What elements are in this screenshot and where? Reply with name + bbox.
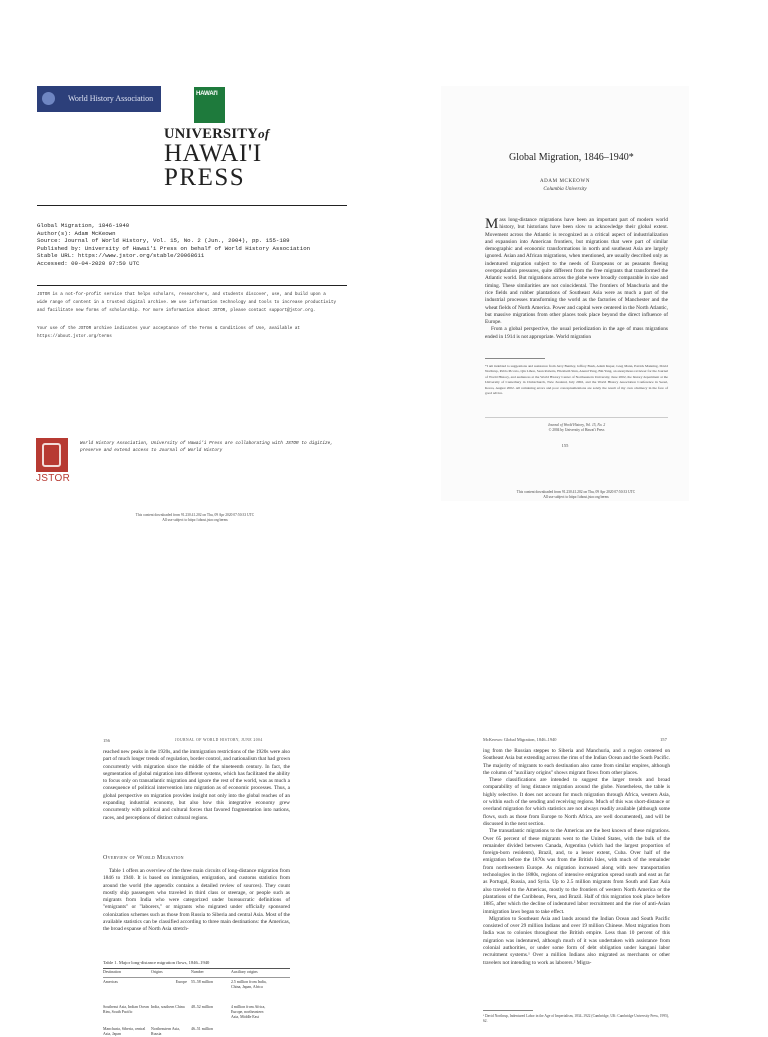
table-cell — [231, 1027, 290, 1037]
table-row — [103, 1027, 290, 1037]
globe-icon — [42, 92, 55, 105]
table-cell: 4 million from Africa, Europe, northeastern Asia, Middle East — [231, 1005, 266, 1019]
p157-footnote-rule — [483, 1010, 533, 1011]
article-author: ADAM MCKEOWN — [539, 179, 591, 184]
p156-section-heading: Overview of World Migration — [103, 855, 184, 861]
journal-info-line1: Journal of World History, Vol. 15, No. 2 — [547, 423, 606, 427]
wha-logo — [37, 86, 161, 112]
article-title: Global Migration, 1846–1940* — [509, 152, 634, 163]
title-footnote: *I am indebted to suggestions and assistance from Jerry Bentley, Jeffrey Bush, Adam Kuper, Greg Mann, Patrick Manning, David Northrup, Pablo Piccato, Qin Lihon, Sean Roberts, Elizabeth Sinn, Anand Yang, Bin Yang, an anonymous reviewer for the Journal of World History, and audiences at the World History Center of Northeastern University, June 2002, the history department at the University of Canterbury in Christchurch, New Zealand, July 2002, and the World History Association Conference in Seoul, Korea, August 2002. All remaining errors and poor conceptualizations are solely the result of my own obstinacy in the face of good advice. — [485, 364, 668, 396]
table1 — [103, 970, 290, 1037]
table1-header-origins: Origins — [151, 970, 163, 974]
table1-header-number: Number — [191, 970, 204, 974]
wha-logo-text: World History Association — [68, 94, 154, 103]
uhp-line1: UNIVERSITY — [164, 126, 259, 142]
table1-header-row — [103, 970, 290, 977]
page-156 — [85, 726, 310, 1036]
table-cell: 2.5 million from India, China, Japan, Africa — [231, 980, 267, 989]
cite-publisher: Published by: University of Hawai'i Press on behalf of World History Association — [37, 244, 311, 252]
article-affiliation: Columbia University — [543, 186, 587, 192]
terms-text[interactable]: Your use of the JSTOR archive indicates your acceptance of the Terms & Conditions of Use, available at https://about.jstor.org/terms — [37, 326, 301, 339]
table-cell: 48–52 million — [191, 1005, 213, 1009]
opening-body: ass long-distance migrations have been an important part of modern world history, but historians have been slow to acknowledge their global extent. Movement across the Atlantic is recognized as a critical aspect of industrialization and expansion into American frontiers, but migrations that were part of similar demographic and economic transformations in north and southeast Asia are largely ignored. Asian and African migrations, when mentioned, are usually described only as indentured migration subject to the needs of Europeans or as peasants fleeing overpopulation pressures, quite different from the free migrants that transformed the Atlantic world. But migrations across the globe were broadly comparable in size and timing. These similarities are not coincidental. The frontiers of Manchuria and the rice fields and rubber plantations of Southeast Asia were as much a part of the industrial processes transforming the world as the factories of Manchester and the wheat fields of North America. Power and capital were centered in the North Atlantic, but massive migrations from other places took place beyond the direct influence of Europe. — [485, 217, 668, 326]
table1-top-rule — [103, 968, 290, 969]
cite-author: Author(s): Adam McKeown — [37, 229, 116, 237]
table-row — [103, 980, 290, 1005]
cite-accessed: Accessed: 09-04-2020 07:50 UTC — [37, 259, 140, 267]
p156-paragraph1: reached new peaks in the 1920s, and the immigration restrictions of the 1920s were also part of much longer trends of regulation, border control, and nationalism that had grown concurrently with migration since the middle of the nineteenth century. In fact, the segmentation of global migration into different systems, which has facilitated the ability to focus only on transatlantic migration and ignore the rest of the world, was as much a consequence of political intervention into migration as of economic processes. Thus, a global perspective on migration provides insight not only into the global reaches of an expanding industrial economy, but also how this integrative economy grew concurrently with political and cultural forces that favored fragmentation into nations, races, and perceptions of distinct cultural regions. — [103, 749, 290, 821]
table-cell: 46–51 million — [191, 1027, 213, 1031]
table1-header-rule — [103, 977, 290, 978]
cover-download-line2: All use subject to https://about.jstor.org/terms — [162, 518, 228, 522]
p156-page-number: 156 — [103, 738, 110, 743]
cite-stable-url[interactable]: Stable URL: https://www.jstor.org/stable/20068611 — [37, 252, 205, 260]
p157-paragraph1: ing from the Russian steppes to Siberia and Manchuria, and a region centered on Southeast Asia but extending across the rims of the Indian Ocean and the South Pacific. The majority of migrants to each destination also came from similar empires, although the column of "auxiliary origins" shows migrant flows from other places. — [483, 748, 670, 776]
hawaii-vertical-logo — [194, 87, 225, 123]
title-download-line2: All use subject to https://about.jstor.org/terms — [543, 495, 609, 499]
journal-info-rule — [485, 417, 668, 418]
title-page-number: 155 — [561, 443, 569, 448]
p156-running-head: JOURNAL OF WORLD HISTORY, JUNE 2004 — [175, 738, 263, 742]
p157-paragraph4: Migration to Southeast Asia and lands around the Indian Ocean and South Pacific consisted of over 29 million Indians and over 19 million Chinese. Most migration from India was to colonies throughout the British empire. Less than 10 percent of this migration was indentured, although much of it was undertaken with assistance from colonial authorities, or under some form of debt obligation under kangani labor recruitment systems.¹ Over a million Indians also migrated as merchants or other travelers not intending to work as laborers.² Migra- — [483, 915, 670, 966]
journal-info — [485, 423, 668, 433]
jstor-blurb: JSTOR is a not-for-profit service that helps scholars, researchers, and students discover, use, and build upon a wide range of content in a trusted digital archive. We use information technology and tools to increase productivity and facilitate new forms of scholarship. For more information about JSTOR, please contact support@jstor.org. — [37, 292, 337, 313]
table-cell: Northeastern Asia, Russia — [151, 1027, 180, 1036]
p157-paragraph2: These classifications are intended to suggest the larger trends and broad comparability of long distance migration around the globe. Nonetheless, the table is highly selective. It does not account for much migration through Africa, western Asia, or within each of the sending and receiving regions. Much of this was short-distance or overland migration for which statistics are not always readily available (although some flows, such as those from Europe to North Africa, are well documented), and will be discussed in the next section. — [483, 777, 670, 827]
table-cell: 55–58 million — [191, 980, 213, 984]
title-download-line1: This content downloaded from 91.230.41.202 on Thu, 09 Apr 2020 07:50:33 UTC — [516, 490, 636, 494]
collab-text: World History Association, University of Hawai'i Press are collaborating with JSTOR to digitize, preserve and extend access to Journal of World History — [80, 441, 333, 454]
table-cell: India, southern China — [151, 1005, 185, 1009]
title-download-note — [471, 490, 681, 500]
title-page — [441, 86, 689, 501]
table-cell: Americas — [103, 980, 118, 984]
table-cell: Europe — [175, 980, 187, 984]
p157-running-head: McKeown: Global Migration, 1846–1940 — [483, 737, 557, 742]
p157-page-number: 157 — [660, 737, 667, 742]
table1-caption: Table 1. Major long-distance migration flows, 1846–1940 — [103, 960, 210, 965]
hawaii-vertical-text: HAWAI'I — [196, 90, 218, 97]
cover-rule-mid — [37, 285, 347, 286]
jstor-logo-text: JSTOR — [36, 473, 71, 484]
table1-header-destination: Destination — [103, 970, 121, 974]
uhp-of: of — [258, 126, 270, 141]
cover-page — [0, 0, 384, 560]
jstor-logo — [36, 438, 68, 472]
p157-footnote: ¹ David Northrup, Indentured Labor in the Age of Imperialism, 1834–1922 (Cambridge, UK: Cambridge University Press, 1995), 62. — [483, 1014, 670, 1023]
table1-header-auxiliary: Auxiliary origins — [231, 970, 258, 974]
table-cell: Manchuria, Siberia, central Asia, Japan — [103, 1027, 146, 1036]
p157-body — [483, 748, 670, 967]
cover-download-line1: This content downloaded from 91.230.41.202 on Thu, 09 Apr 2020 07:50:33 UTC — [135, 513, 255, 517]
cover-rule-top — [37, 205, 347, 206]
citation-block — [37, 222, 357, 268]
journal-info-line2: © 2004 by University of Hawai'i Press — [548, 428, 605, 432]
cover-download-note — [80, 513, 310, 523]
jstor-ornament-icon — [42, 443, 61, 467]
uhp-wordmark — [164, 126, 270, 191]
uhp-line3: PRESS — [164, 164, 246, 191]
footnote-rule — [485, 358, 545, 359]
uhp-line2: HAWAI'I — [164, 140, 262, 167]
cite-source: Source: Journal of World History, Vol. 15, No. 2 (Jun., 2004), pp. 155-189 — [37, 237, 290, 245]
drop-cap: M — [485, 216, 499, 232]
table-cell: Southeast Asia, Indian Ocean Rim, South Pacific — [103, 1005, 149, 1014]
opening-body2: From a global perspective, the usual periodization in the age of mass migrations ended in 1914 is not appropriate. World migration — [485, 326, 668, 340]
p156-paragraph2: Table 1 offers an overview of the three main circuits of long-distance migration from 1846 to 1940. It is based on immigration, emigration, and customs statistics from around the world (the appendix contains a detailed review of sources). They count mostly ship passengers who traveled in third class or steerage, or people such as migrants from India who were categorized under bureaucratic definitions of "emigrants" or "laborers," or migrants who migrated under officially sponsored colonization schemes such as those from Russia to Siberia and central Asia. Most of the available statistics can be classified according to three main destinations: the Americas, the broad expanse of North Asia stretch- — [103, 868, 290, 933]
cite-title: Global Migration, 1846-1940 — [37, 222, 130, 229]
p157-paragraph3: The transatlantic migrations to the Americas are the best known of these migrations. Over 65 percent of these migrants went to the United States, with the bulk of the remainder divided between Canada, Argentina (which had the largest proportion of foreign-born residents), Brazil, and, to a lesser extent, Cuba. Over half of the emigration before the 1870s was from the British Isles, with much of the remainder from northwestern Europe. As migration increased along with new transportation technologies in the 1880s, regions of intensive emigration spread south and east as far as Portugal, Russia, and Syria. Up to 2.5 million migrants from South and East Asia also traveled to the Americas, mostly to the frontiers of western North America or the plantations of the Caribbean, Peru, and Brazil. Half of this migration took place before 1885, after which the decline of indentured labor recruitment and the rise of anti-Asian immigration laws began to take effect. — [483, 828, 670, 915]
page-157 — [465, 726, 690, 1024]
opening-paragraph — [485, 217, 668, 341]
